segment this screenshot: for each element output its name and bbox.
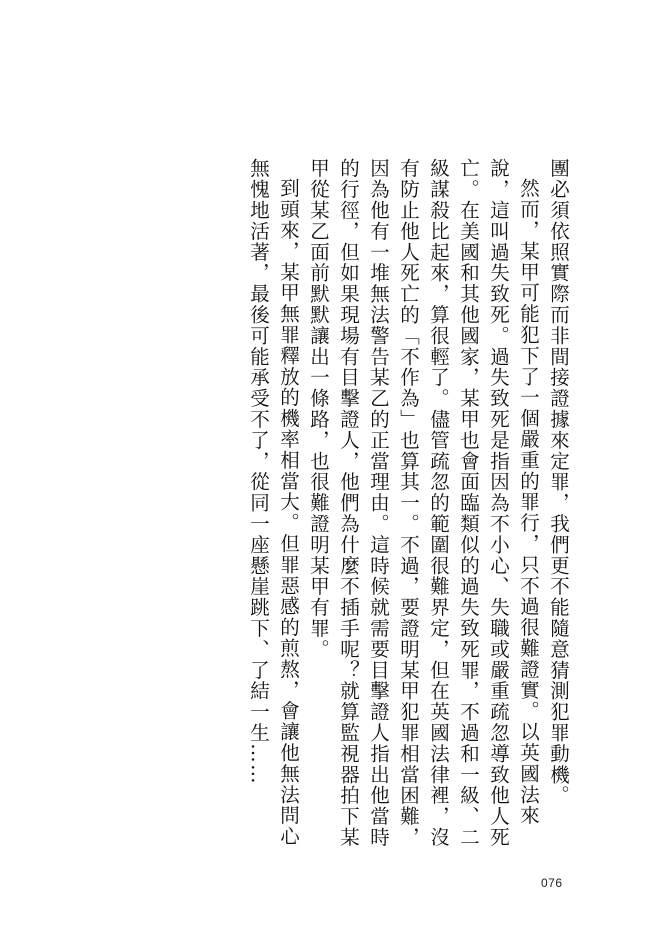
paragraph-3: 到頭來，某甲無罪釋放的機率相當大。但罪惡感的煎熬，會讓他無法問心無愧地活著，最後可能承受不了，從同一座懸崖跳下、了結一生……	[247, 158, 300, 847]
paragraph-2: 然而，某甲可能犯下了一個嚴重的罪行，只不過很難證實。以英國法來說，這叫過失致死。過失致死是指因為不小心、失職或嚴重疏忽導致他人死亡。在美國和其他國家，某甲也會面臨類似的過失致死罪，不過和一級、二級謀殺比起來，算很輕了。儘管疏忽的範圍很難界定，但在英國法律裡，沒有防止他人死亡的「不作為」也算其一。不過，要證明某甲犯罪相當困難，因為他有一堆無法警告某乙的正當理由。這時候就需要目擊證人指出他當時的行徑，但如果現場有目擊證人，他們為什麼不插手呢？就算監視器拍下某甲從某乙面前默默讓出一條路，也很難證明某甲有罪。	[307, 158, 540, 848]
paragraph-1: 團必須依照實際而非間接證據來定罪，我們更不能隨意猜測犯罪動機。	[547, 158, 570, 806]
page-number: 076	[541, 876, 563, 890]
vertical-text-block	[243, 158, 573, 858]
